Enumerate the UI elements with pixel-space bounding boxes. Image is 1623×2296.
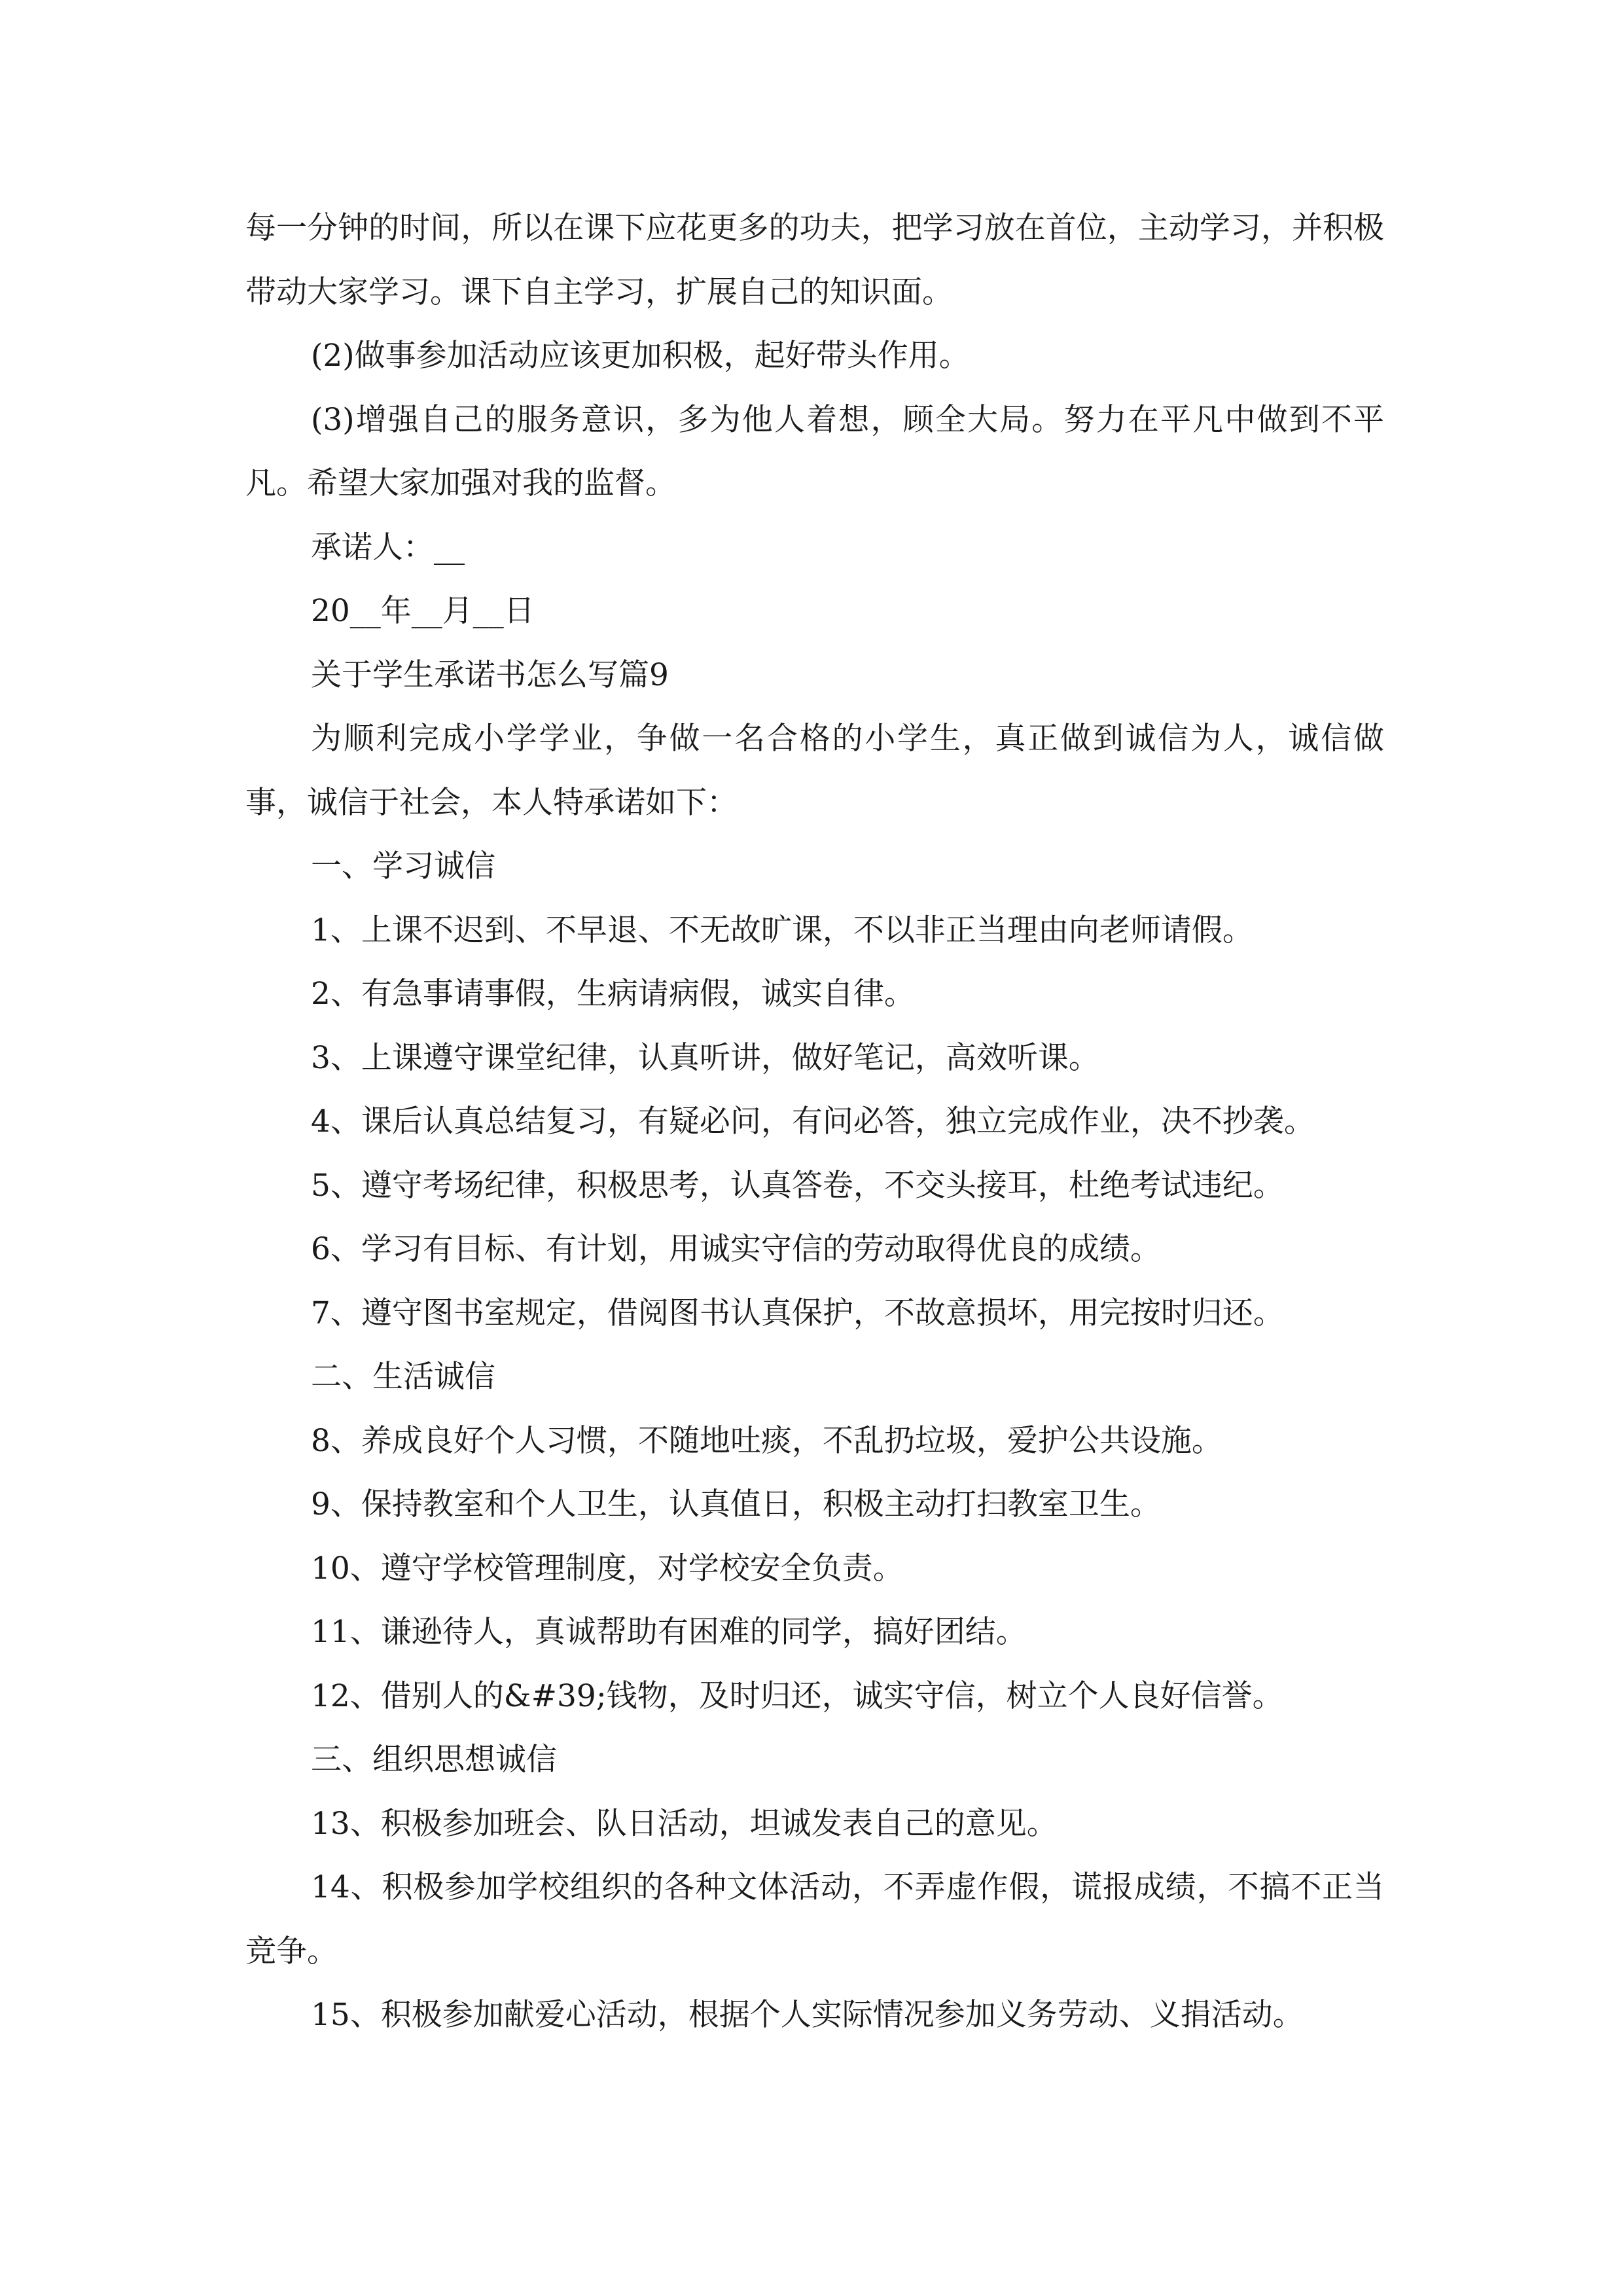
list-item: 10、遵守学校管理制度，对学校安全负责。 bbox=[311, 1550, 904, 1587]
list-item: 7、遵守图书室规定，借阅图书认真保护，不故意损坏，用完按时归还。 bbox=[311, 1295, 1284, 1331]
list-item: 1、上课不迟到、不早退、不无故旷课，不以非正当理由向老师请假。 bbox=[311, 912, 1253, 948]
list-item: 5、遵守考场纪律，积极思考，认真答卷，不交头接耳，杜绝考试违纪。 bbox=[311, 1167, 1284, 1204]
list-item: 12、借别人的&#39;钱物，及时归还，诚实守信，树立个人良好信誉。 bbox=[311, 1677, 1283, 1714]
paragraph: (2)做事参加活动应该更加积极，起好带头作用。 bbox=[311, 338, 970, 374]
list-item: 2、有急事请事假，生病请病假，诚实自律。 bbox=[311, 976, 915, 1012]
section-heading: 二、生活诚信 bbox=[311, 1359, 495, 1395]
list-item: 11、谦逊待人，真诚帮助有困难的同学，搞好团结。 bbox=[311, 1614, 1027, 1650]
section-heading: 一、学习诚信 bbox=[311, 848, 495, 884]
list-item: 6、学习有目标、有计划，用诚实守信的劳动取得优良的成绩。 bbox=[311, 1231, 1161, 1267]
date-line: 20__年__月__日 bbox=[311, 593, 535, 629]
paragraph: (3)增强自己的服务意识，多为他人着想，顾全大局。努力在平凡中做到不平凡。希望大家加强对我的监督。 bbox=[245, 401, 1384, 501]
document-body bbox=[245, 196, 1384, 2047]
list-item: 14、积极参加学校组织的各种文体活动，不弄虚作假，谎报成绩，不搞不正当竞争。 bbox=[245, 1869, 1384, 1969]
list-item: 3、上课遵守课堂纪律，认真听讲，做好笔记，高效听课。 bbox=[311, 1039, 1099, 1076]
list-item: 15、积极参加献爱心活动，根据个人实际情况参加义务劳动、义捐活动。 bbox=[311, 1997, 1304, 2033]
list-item: 13、积极参加班会、队日活动，坦诚发表自己的意见。 bbox=[311, 1805, 1058, 1842]
section-heading: 三、组织思想诚信 bbox=[311, 1742, 557, 1778]
paragraph: 每一分钟的时间，所以在课下应花更多的功夫，把学习放在首位，主动学习，并积极带动大家学习。课下自主学习，扩展自己的知识面。 bbox=[245, 210, 1384, 310]
list-item: 8、养成良好个人习惯，不随地吐痰，不乱扔垃圾，爱护公共设施。 bbox=[311, 1422, 1222, 1459]
signature-line: 承诺人：__ bbox=[311, 529, 465, 565]
list-item: 9、保持教室和个人卫生，认真值日，积极主动打扫教室卫生。 bbox=[311, 1486, 1161, 1522]
list-item: 4、课后认真总结复习，有疑必问，有问必答，独立完成作业，决不抄袭。 bbox=[311, 1103, 1315, 1139]
section-title: 关于学生承诺书怎么写篇9 bbox=[311, 656, 669, 693]
paragraph: 为顺利完成小学学业，争做一名合格的小学生，真正做到诚信为人，诚信做事，诚信于社会，本人特承诺如下： bbox=[245, 721, 1384, 821]
